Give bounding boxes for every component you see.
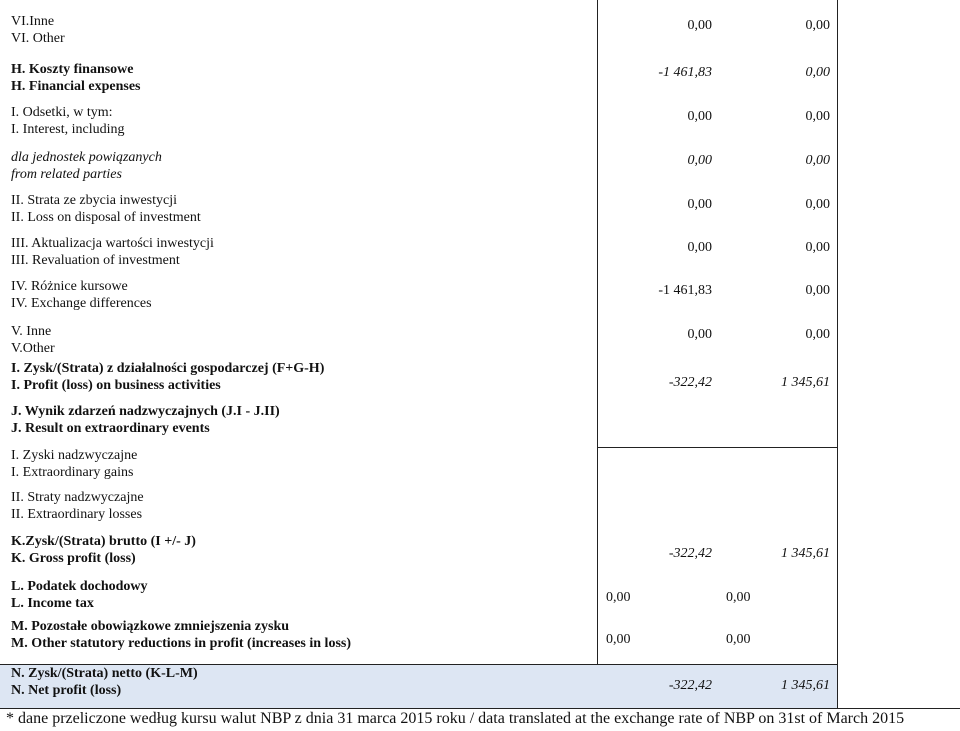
value-2015: 0,00 bbox=[687, 327, 712, 342]
value-2015: -322,42 bbox=[668, 375, 712, 390]
row-label: dla jednostek powiązanych from related parties bbox=[11, 150, 162, 182]
value-2014: 1 345,61 bbox=[781, 546, 830, 561]
table-bottom-border bbox=[0, 708, 960, 709]
row-label: L. Podatek dochodowy L. Income tax bbox=[11, 579, 148, 611]
value-2014: 0,00 bbox=[805, 197, 830, 212]
row-label: H. Koszty finansowe H. Financial expenses bbox=[11, 62, 141, 94]
value-2015: -322,42 bbox=[668, 678, 712, 693]
value-2015: -1 461,83 bbox=[658, 283, 712, 298]
value-2015: 0,00 bbox=[606, 590, 631, 605]
row-label: N. Zysk/(Strata) netto (K-L-M) N. Net profit (loss) bbox=[11, 666, 198, 698]
row-label: M. Pozostałe obowiązkowe zmniejszenia zysku M. Other statutory reductions in profit (increases in loss) bbox=[11, 619, 352, 651]
value-2014: 0,00 bbox=[726, 590, 751, 605]
value-2014: 1 345,61 bbox=[781, 375, 830, 390]
column-divider bbox=[597, 0, 598, 664]
value-2015: 0,00 bbox=[687, 240, 712, 255]
value-2014: 0,00 bbox=[805, 153, 830, 168]
value-2015: -322,42 bbox=[668, 546, 712, 561]
row-divider bbox=[597, 447, 837, 448]
value-2014: 0,00 bbox=[805, 18, 830, 33]
value-2015: 0,00 bbox=[687, 18, 712, 33]
value-2014: 0,00 bbox=[805, 240, 830, 255]
row-label: I. Zyski nadzwyczajne I. Extraordinary gains bbox=[11, 448, 138, 480]
row-label: V. Inne V.Other bbox=[11, 324, 55, 356]
value-2015: 0,00 bbox=[687, 153, 712, 168]
row-label: II. Straty nadzwyczajne II. Extraordinary losses bbox=[11, 490, 144, 522]
value-2014: 1 345,61 bbox=[781, 678, 830, 693]
value-2015: 0,00 bbox=[606, 632, 631, 647]
row-label: I. Odsetki, w tym: I. Interest, including bbox=[11, 105, 125, 137]
row-label: VI.Inne VI. Other bbox=[11, 14, 65, 46]
row-label: J. Wynik zdarzeń nadzwyczajnych (J.I - J.II) J. Result on extraordinary events bbox=[11, 404, 280, 436]
value-2015: 0,00 bbox=[687, 197, 712, 212]
value-2014: 0,00 bbox=[805, 327, 830, 342]
table-right-border bbox=[837, 0, 838, 708]
footnote: * dane przeliczone według kursu walut NBP z dnia 31 marca 2015 roku / data translated at the exchange rate of NBP on 31st of March 2015 bbox=[6, 710, 905, 727]
row-label: I. Zysk/(Strata) z działalności gospodarczej (F+G-H) I. Profit (loss) on business activities bbox=[11, 361, 325, 393]
value-2014: 0,00 bbox=[805, 109, 830, 124]
value-2015: 0,00 bbox=[687, 109, 712, 124]
row-label: III. Aktualizacja wartości inwestycji III. Revaluation of investment bbox=[11, 236, 214, 268]
value-2014: 0,00 bbox=[726, 632, 751, 647]
row-label: II. Strata ze zbycia inwestycji II. Loss on disposal of investment bbox=[11, 193, 201, 225]
value-2015: -1 461,83 bbox=[658, 65, 712, 80]
row-label: IV. Różnice kursowe IV. Exchange differences bbox=[11, 279, 152, 311]
row-label: K.Zysk/(Strata) brutto (I +/- J) K. Gross profit (loss) bbox=[11, 534, 196, 566]
value-2014: 0,00 bbox=[805, 283, 830, 298]
value-2014: 0,00 bbox=[805, 65, 830, 80]
